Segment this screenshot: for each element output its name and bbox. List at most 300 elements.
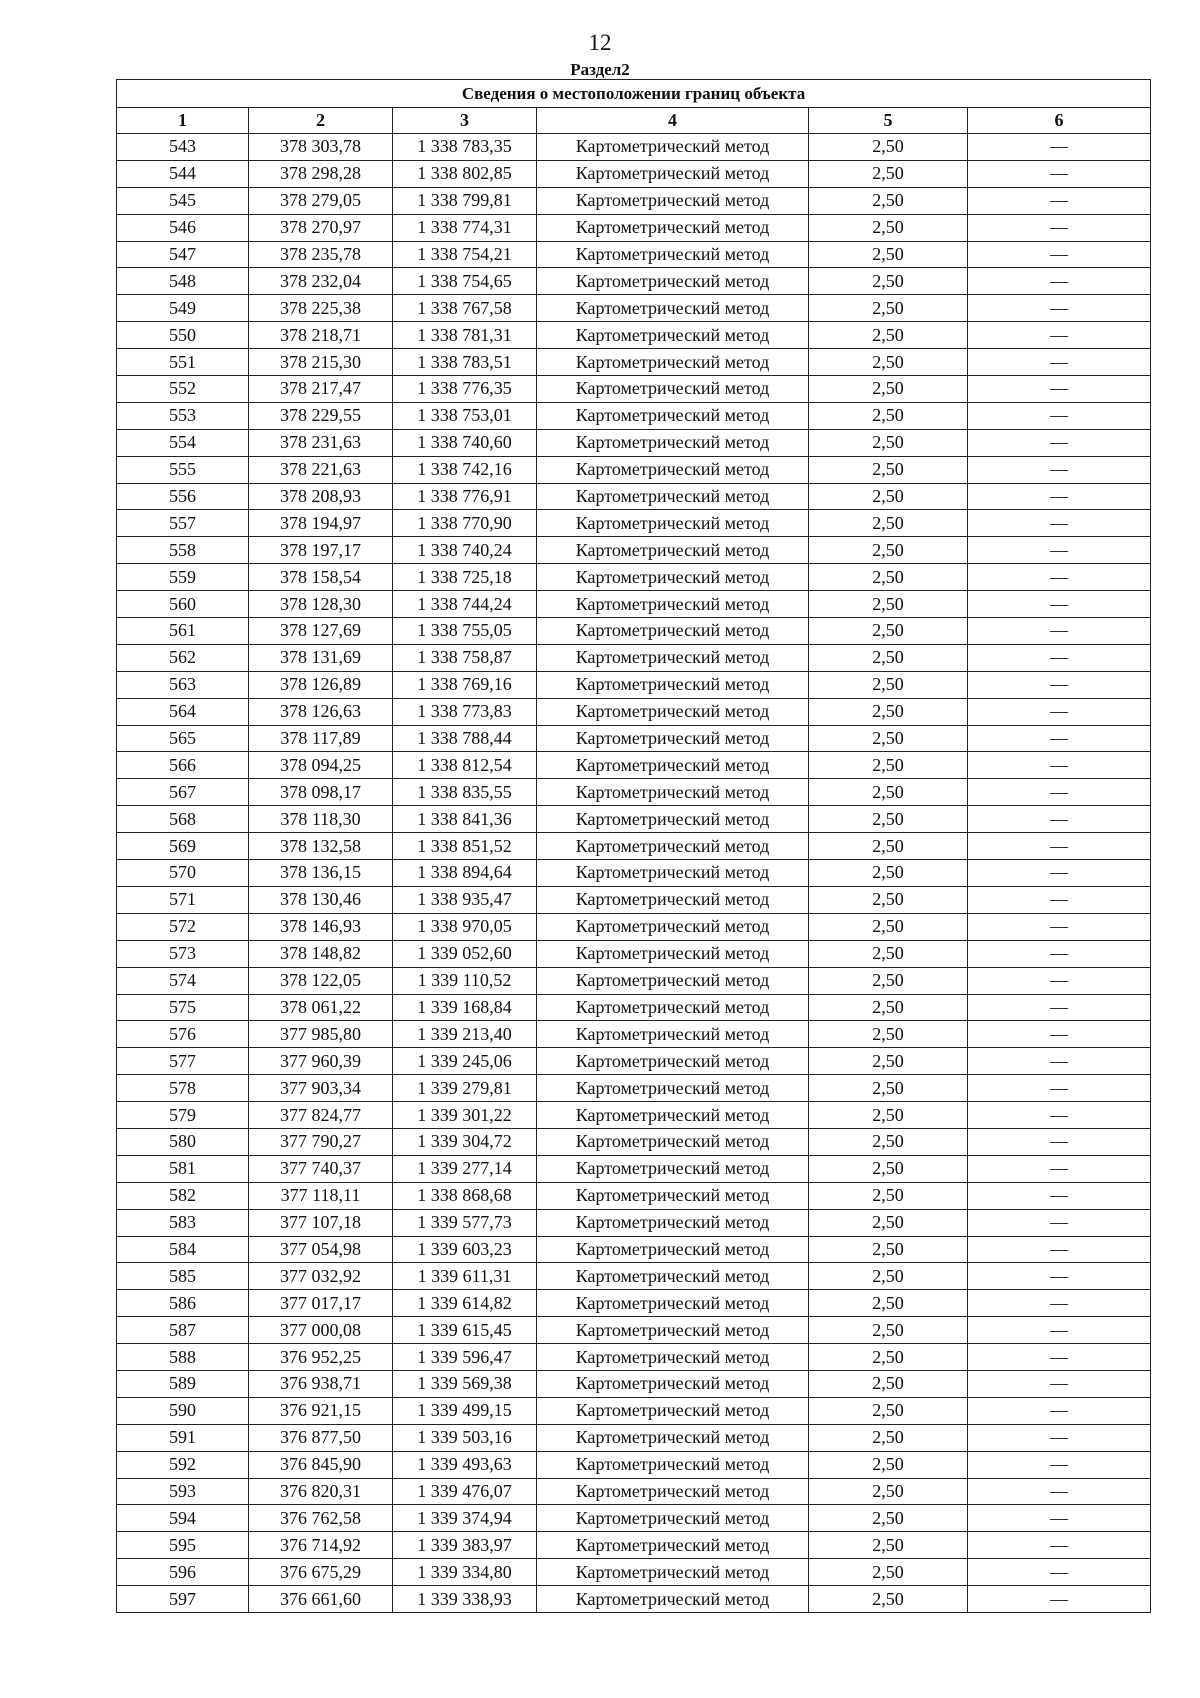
method-cell: Картометрический метод	[537, 1559, 809, 1586]
description-cell: —	[968, 510, 1151, 537]
table-row	[117, 1478, 1151, 1505]
x-coordinate-cell: 376 661,60	[249, 1586, 393, 1613]
description-cell: —	[968, 1155, 1151, 1182]
y-coordinate-cell: 1 339 374,94	[393, 1505, 537, 1532]
accuracy-cell: 2,50	[809, 1532, 968, 1559]
accuracy-cell: 2,50	[809, 376, 968, 403]
description-cell: —	[968, 1451, 1151, 1478]
description-cell: —	[968, 913, 1151, 940]
y-coordinate-cell: 1 338 770,90	[393, 510, 537, 537]
x-coordinate-cell: 378 146,93	[249, 913, 393, 940]
description-cell: —	[968, 1532, 1151, 1559]
point-number-cell: 555	[117, 456, 249, 483]
x-coordinate-cell: 377 960,39	[249, 1048, 393, 1075]
method-cell: Картометрический метод	[537, 241, 809, 268]
description-cell: —	[968, 1559, 1151, 1586]
x-coordinate-cell: 378 117,89	[249, 725, 393, 752]
description-cell: —	[968, 779, 1151, 806]
table-row	[117, 1290, 1151, 1317]
table-row	[117, 644, 1151, 671]
description-cell: —	[968, 671, 1151, 698]
y-coordinate-cell: 1 338 755,05	[393, 618, 537, 645]
table-row	[117, 671, 1151, 698]
y-coordinate-cell: 1 339 615,45	[393, 1317, 537, 1344]
description-cell: —	[968, 1317, 1151, 1344]
x-coordinate-cell: 378 303,78	[249, 134, 393, 161]
method-cell: Картометрический метод	[537, 1478, 809, 1505]
point-number-cell: 580	[117, 1128, 249, 1155]
y-coordinate-cell: 1 338 767,58	[393, 295, 537, 322]
description-cell: —	[968, 1048, 1151, 1075]
table-row	[117, 564, 1151, 591]
description-cell: —	[968, 402, 1151, 429]
method-cell: Картометрический метод	[537, 752, 809, 779]
description-cell: —	[968, 295, 1151, 322]
y-coordinate-cell: 1 339 110,52	[393, 967, 537, 994]
accuracy-cell: 2,50	[809, 1075, 968, 1102]
point-number-cell: 586	[117, 1290, 249, 1317]
description-cell: —	[968, 214, 1151, 241]
accuracy-cell: 2,50	[809, 1451, 968, 1478]
method-cell: Картометрический метод	[537, 1236, 809, 1263]
accuracy-cell: 2,50	[809, 456, 968, 483]
description-cell: —	[968, 806, 1151, 833]
method-cell: Картометрический метод	[537, 591, 809, 618]
method-cell: Картометрический метод	[537, 134, 809, 161]
y-coordinate-cell: 1 338 841,36	[393, 806, 537, 833]
y-coordinate-cell: 1 339 334,80	[393, 1559, 537, 1586]
table-row	[117, 1532, 1151, 1559]
y-coordinate-cell: 1 338 894,64	[393, 860, 537, 887]
point-number-cell: 559	[117, 564, 249, 591]
method-cell: Картометрический метод	[537, 1075, 809, 1102]
x-coordinate-cell: 378 132,58	[249, 833, 393, 860]
description-cell: —	[968, 1075, 1151, 1102]
accuracy-cell: 2,50	[809, 671, 968, 698]
x-coordinate-cell: 376 714,92	[249, 1532, 393, 1559]
x-coordinate-cell: 378 131,69	[249, 644, 393, 671]
x-coordinate-cell: 378 229,55	[249, 402, 393, 429]
x-coordinate-cell: 377 790,27	[249, 1128, 393, 1155]
table-row	[117, 994, 1151, 1021]
description-cell: —	[968, 1263, 1151, 1290]
point-number-cell: 577	[117, 1048, 249, 1075]
x-coordinate-cell: 378 118,30	[249, 806, 393, 833]
method-cell: Картометрический метод	[537, 268, 809, 295]
method-cell: Картометрический метод	[537, 1424, 809, 1451]
accuracy-cell: 2,50	[809, 1505, 968, 1532]
method-cell: Картометрический метод	[537, 1209, 809, 1236]
table-row	[117, 618, 1151, 645]
y-coordinate-cell: 1 338 868,68	[393, 1182, 537, 1209]
y-coordinate-cell: 1 338 788,44	[393, 725, 537, 752]
point-number-cell: 593	[117, 1478, 249, 1505]
point-number-cell: 565	[117, 725, 249, 752]
method-cell: Картометрический метод	[537, 698, 809, 725]
description-cell: —	[968, 860, 1151, 887]
table-row	[117, 402, 1151, 429]
method-cell: Картометрический метод	[537, 160, 809, 187]
description-cell: —	[968, 429, 1151, 456]
point-number-cell: 568	[117, 806, 249, 833]
x-coordinate-cell: 378 279,05	[249, 187, 393, 214]
accuracy-cell: 2,50	[809, 214, 968, 241]
accuracy-cell: 2,50	[809, 1344, 968, 1371]
table-row	[117, 349, 1151, 376]
table-row	[117, 1021, 1151, 1048]
table-row	[117, 833, 1151, 860]
point-number-cell: 590	[117, 1397, 249, 1424]
y-coordinate-cell: 1 338 753,01	[393, 402, 537, 429]
table-row	[117, 1155, 1151, 1182]
y-coordinate-cell: 1 338 783,51	[393, 349, 537, 376]
method-cell: Картометрический метод	[537, 1021, 809, 1048]
accuracy-cell: 2,50	[809, 886, 968, 913]
table-row	[117, 1048, 1151, 1075]
point-number-cell: 557	[117, 510, 249, 537]
table-row	[117, 940, 1151, 967]
accuracy-cell: 2,50	[809, 913, 968, 940]
accuracy-cell: 2,50	[809, 1263, 968, 1290]
description-cell: —	[968, 349, 1151, 376]
y-coordinate-cell: 1 339 052,60	[393, 940, 537, 967]
x-coordinate-cell: 377 000,08	[249, 1317, 393, 1344]
method-cell: Картометрический метод	[537, 1586, 809, 1613]
description-cell: —	[968, 1397, 1151, 1424]
accuracy-cell: 2,50	[809, 1317, 968, 1344]
accuracy-cell: 2,50	[809, 1370, 968, 1397]
y-coordinate-cell: 1 338 781,31	[393, 322, 537, 349]
point-number-cell: 569	[117, 833, 249, 860]
y-coordinate-cell: 1 339 577,73	[393, 1209, 537, 1236]
method-cell: Картометрический метод	[537, 913, 809, 940]
point-number-cell: 584	[117, 1236, 249, 1263]
accuracy-cell: 2,50	[809, 268, 968, 295]
y-coordinate-cell: 1 338 783,35	[393, 134, 537, 161]
table-row	[117, 187, 1151, 214]
accuracy-cell: 2,50	[809, 1290, 968, 1317]
point-number-cell: 587	[117, 1317, 249, 1344]
point-number-cell: 578	[117, 1075, 249, 1102]
point-number-cell: 543	[117, 134, 249, 161]
accuracy-cell: 2,50	[809, 994, 968, 1021]
accuracy-cell: 2,50	[809, 429, 968, 456]
accuracy-cell: 2,50	[809, 1102, 968, 1129]
description-cell: —	[968, 160, 1151, 187]
x-coordinate-cell: 377 824,77	[249, 1102, 393, 1129]
point-number-cell: 597	[117, 1586, 249, 1613]
accuracy-cell: 2,50	[809, 1128, 968, 1155]
accuracy-cell: 2,50	[809, 537, 968, 564]
accuracy-cell: 2,50	[809, 725, 968, 752]
accuracy-cell: 2,50	[809, 1397, 968, 1424]
point-number-cell: 574	[117, 967, 249, 994]
y-coordinate-cell: 1 339 301,22	[393, 1102, 537, 1129]
table-row	[117, 779, 1151, 806]
accuracy-cell: 2,50	[809, 241, 968, 268]
method-cell: Картометрический метод	[537, 779, 809, 806]
description-cell: —	[968, 833, 1151, 860]
method-cell: Картометрический метод	[537, 886, 809, 913]
y-coordinate-cell: 1 338 802,85	[393, 160, 537, 187]
x-coordinate-cell: 378 148,82	[249, 940, 393, 967]
table-row	[117, 1102, 1151, 1129]
table-row	[117, 456, 1151, 483]
y-coordinate-cell: 1 339 614,82	[393, 1290, 537, 1317]
point-number-cell: 583	[117, 1209, 249, 1236]
x-coordinate-cell: 378 232,04	[249, 268, 393, 295]
accuracy-cell: 2,50	[809, 698, 968, 725]
description-cell: —	[968, 483, 1151, 510]
y-coordinate-cell: 1 338 851,52	[393, 833, 537, 860]
point-number-cell: 563	[117, 671, 249, 698]
accuracy-cell: 2,50	[809, 967, 968, 994]
x-coordinate-cell: 378 298,28	[249, 160, 393, 187]
table-row	[117, 1451, 1151, 1478]
y-coordinate-cell: 1 338 773,83	[393, 698, 537, 725]
x-coordinate-cell: 378 194,97	[249, 510, 393, 537]
method-cell: Картометрический метод	[537, 537, 809, 564]
point-number-cell: 562	[117, 644, 249, 671]
y-coordinate-cell: 1 338 935,47	[393, 886, 537, 913]
method-cell: Картометрический метод	[537, 1370, 809, 1397]
y-coordinate-cell: 1 339 338,93	[393, 1586, 537, 1613]
table-row	[117, 886, 1151, 913]
method-cell: Картометрический метод	[537, 1128, 809, 1155]
y-coordinate-cell: 1 339 476,07	[393, 1478, 537, 1505]
table-body	[117, 134, 1151, 1613]
table-row	[117, 1370, 1151, 1397]
method-cell: Картометрический метод	[537, 349, 809, 376]
description-cell: —	[968, 940, 1151, 967]
boundary-coordinates-table	[116, 79, 1151, 1613]
method-cell: Картометрический метод	[537, 833, 809, 860]
x-coordinate-cell: 376 877,50	[249, 1424, 393, 1451]
method-cell: Картометрический метод	[537, 214, 809, 241]
table-row	[117, 483, 1151, 510]
table-row	[117, 241, 1151, 268]
x-coordinate-cell: 377 985,80	[249, 1021, 393, 1048]
description-cell: —	[968, 1344, 1151, 1371]
description-cell: —	[968, 1102, 1151, 1129]
point-number-cell: 576	[117, 1021, 249, 1048]
accuracy-cell: 2,50	[809, 860, 968, 887]
description-cell: —	[968, 564, 1151, 591]
table-row	[117, 806, 1151, 833]
point-number-cell: 566	[117, 752, 249, 779]
method-cell: Картометрический метод	[537, 940, 809, 967]
method-cell: Картометрический метод	[537, 1263, 809, 1290]
accuracy-cell: 2,50	[809, 349, 968, 376]
table-caption: Сведения о местоположении границ объекта	[117, 80, 1151, 108]
description-cell: —	[968, 618, 1151, 645]
x-coordinate-cell: 378 130,46	[249, 886, 393, 913]
point-number-cell: 558	[117, 537, 249, 564]
accuracy-cell: 2,50	[809, 1182, 968, 1209]
point-number-cell: 592	[117, 1451, 249, 1478]
x-coordinate-cell: 378 136,15	[249, 860, 393, 887]
y-coordinate-cell: 1 339 245,06	[393, 1048, 537, 1075]
point-number-cell: 595	[117, 1532, 249, 1559]
x-coordinate-cell: 378 126,89	[249, 671, 393, 698]
point-number-cell: 585	[117, 1263, 249, 1290]
x-coordinate-cell: 377 903,34	[249, 1075, 393, 1102]
accuracy-cell: 2,50	[809, 1586, 968, 1613]
y-coordinate-cell: 1 339 499,15	[393, 1397, 537, 1424]
point-number-cell: 544	[117, 160, 249, 187]
table-row	[117, 1209, 1151, 1236]
column-header-4: 4	[537, 108, 809, 134]
point-number-cell: 567	[117, 779, 249, 806]
accuracy-cell: 2,50	[809, 1559, 968, 1586]
y-coordinate-cell: 1 339 168,84	[393, 994, 537, 1021]
accuracy-cell: 2,50	[809, 187, 968, 214]
method-cell: Картометрический метод	[537, 295, 809, 322]
accuracy-cell: 2,50	[809, 833, 968, 860]
x-coordinate-cell: 378 215,30	[249, 349, 393, 376]
point-number-cell: 549	[117, 295, 249, 322]
x-coordinate-cell: 377 054,98	[249, 1236, 393, 1263]
table-row	[117, 860, 1151, 887]
description-cell: —	[968, 537, 1151, 564]
x-coordinate-cell: 378 126,63	[249, 698, 393, 725]
accuracy-cell: 2,50	[809, 1209, 968, 1236]
table-row	[117, 698, 1151, 725]
point-number-cell: 545	[117, 187, 249, 214]
accuracy-cell: 2,50	[809, 402, 968, 429]
x-coordinate-cell: 376 845,90	[249, 1451, 393, 1478]
y-coordinate-cell: 1 338 754,65	[393, 268, 537, 295]
point-number-cell: 547	[117, 241, 249, 268]
description-cell: —	[968, 1236, 1151, 1263]
method-cell: Картометрический метод	[537, 618, 809, 645]
accuracy-cell: 2,50	[809, 940, 968, 967]
method-cell: Картометрический метод	[537, 322, 809, 349]
table-row	[117, 725, 1151, 752]
method-cell: Картометрический метод	[537, 1290, 809, 1317]
x-coordinate-cell: 378 235,78	[249, 241, 393, 268]
accuracy-cell: 2,50	[809, 1155, 968, 1182]
point-number-cell: 579	[117, 1102, 249, 1129]
description-cell: —	[968, 376, 1151, 403]
x-coordinate-cell: 376 938,71	[249, 1370, 393, 1397]
method-cell: Картометрический метод	[537, 402, 809, 429]
description-cell: —	[968, 591, 1151, 618]
x-coordinate-cell: 378 098,17	[249, 779, 393, 806]
description-cell: —	[968, 187, 1151, 214]
description-cell: —	[968, 698, 1151, 725]
description-cell: —	[968, 752, 1151, 779]
accuracy-cell: 2,50	[809, 134, 968, 161]
table-row	[117, 752, 1151, 779]
y-coordinate-cell: 1 338 758,87	[393, 644, 537, 671]
description-cell: —	[968, 322, 1151, 349]
y-coordinate-cell: 1 339 304,72	[393, 1128, 537, 1155]
method-cell: Картометрический метод	[537, 967, 809, 994]
point-number-cell: 571	[117, 886, 249, 913]
description-cell: —	[968, 1424, 1151, 1451]
description-cell: —	[968, 886, 1151, 913]
method-cell: Картометрический метод	[537, 644, 809, 671]
point-number-cell: 561	[117, 618, 249, 645]
table-row	[117, 1559, 1151, 1586]
x-coordinate-cell: 377 740,37	[249, 1155, 393, 1182]
accuracy-cell: 2,50	[809, 160, 968, 187]
accuracy-cell: 2,50	[809, 1048, 968, 1075]
x-coordinate-cell: 378 158,54	[249, 564, 393, 591]
table-row	[117, 134, 1151, 161]
y-coordinate-cell: 1 338 812,54	[393, 752, 537, 779]
table-row	[117, 1075, 1151, 1102]
column-header-5: 5	[809, 108, 968, 134]
description-cell: —	[968, 268, 1151, 295]
table-row	[117, 1263, 1151, 1290]
point-number-cell: 596	[117, 1559, 249, 1586]
accuracy-cell: 2,50	[809, 644, 968, 671]
point-number-cell: 560	[117, 591, 249, 618]
y-coordinate-cell: 1 338 740,60	[393, 429, 537, 456]
y-coordinate-cell: 1 339 503,16	[393, 1424, 537, 1451]
x-coordinate-cell: 378 061,22	[249, 994, 393, 1021]
y-coordinate-cell: 1 339 611,31	[393, 1263, 537, 1290]
table-row	[117, 214, 1151, 241]
table-caption-row	[117, 80, 1151, 108]
accuracy-cell: 2,50	[809, 1424, 968, 1451]
table-row	[117, 1424, 1151, 1451]
x-coordinate-cell: 376 820,31	[249, 1478, 393, 1505]
description-cell: —	[968, 1209, 1151, 1236]
method-cell: Картометрический метод	[537, 1317, 809, 1344]
description-cell: —	[968, 1290, 1151, 1317]
y-coordinate-cell: 1 338 776,91	[393, 483, 537, 510]
x-coordinate-cell: 378 231,63	[249, 429, 393, 456]
y-coordinate-cell: 1 338 725,18	[393, 564, 537, 591]
y-coordinate-cell: 1 338 776,35	[393, 376, 537, 403]
point-number-cell: 546	[117, 214, 249, 241]
description-cell: —	[968, 967, 1151, 994]
method-cell: Картометрический метод	[537, 806, 809, 833]
y-coordinate-cell: 1 339 596,47	[393, 1344, 537, 1371]
method-cell: Картометрический метод	[537, 564, 809, 591]
accuracy-cell: 2,50	[809, 752, 968, 779]
accuracy-cell: 2,50	[809, 806, 968, 833]
table-row	[117, 537, 1151, 564]
x-coordinate-cell: 378 208,93	[249, 483, 393, 510]
accuracy-cell: 2,50	[809, 1236, 968, 1263]
y-coordinate-cell: 1 339 277,14	[393, 1155, 537, 1182]
x-coordinate-cell: 378 128,30	[249, 591, 393, 618]
description-cell: —	[968, 994, 1151, 1021]
method-cell: Картометрический метод	[537, 187, 809, 214]
column-header-2: 2	[249, 108, 393, 134]
accuracy-cell: 2,50	[809, 1478, 968, 1505]
x-coordinate-cell: 378 127,69	[249, 618, 393, 645]
point-number-cell: 552	[117, 376, 249, 403]
description-cell: —	[968, 1586, 1151, 1613]
table-row	[117, 1505, 1151, 1532]
accuracy-cell: 2,50	[809, 295, 968, 322]
method-cell: Картометрический метод	[537, 1397, 809, 1424]
table-row	[117, 268, 1151, 295]
section-title: Раздел2	[570, 60, 630, 79]
x-coordinate-cell: 378 225,38	[249, 295, 393, 322]
y-coordinate-cell: 1 338 970,05	[393, 913, 537, 940]
point-number-cell: 550	[117, 322, 249, 349]
table-row	[117, 1317, 1151, 1344]
x-coordinate-cell: 376 675,29	[249, 1559, 393, 1586]
column-header-3: 3	[393, 108, 537, 134]
y-coordinate-cell: 1 338 742,16	[393, 456, 537, 483]
